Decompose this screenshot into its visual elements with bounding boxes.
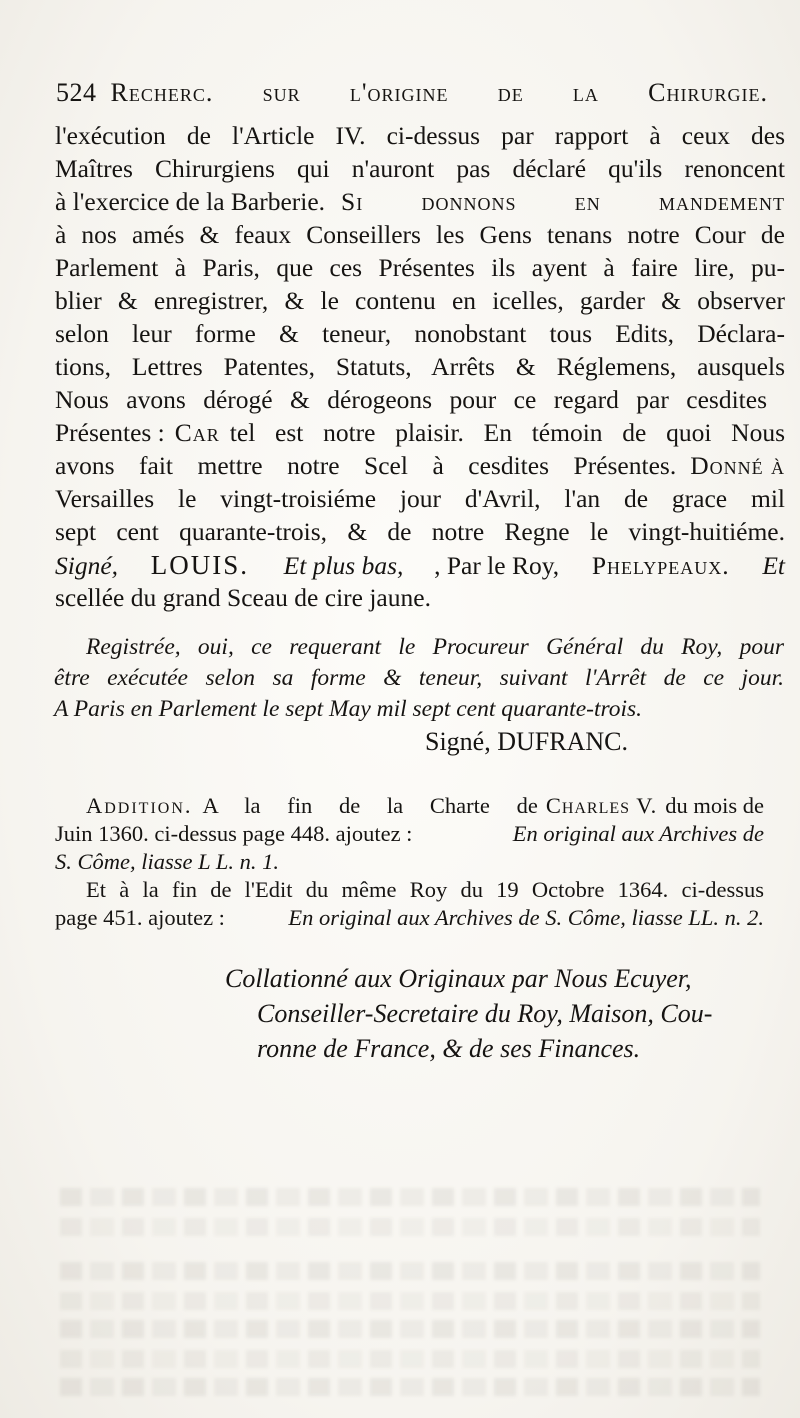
addition-line: [55, 904, 764, 932]
body-line: [55, 549, 785, 582]
body-line: blier & enregistrer, & le contenu en icelles, garder & observer: [55, 286, 785, 315]
page-number: 524: [56, 78, 97, 107]
body-line: Parlement à Paris, que ces Présentes ils ayent à faire lire, pu-: [55, 253, 785, 282]
louis-text: LOUIS.: [150, 550, 249, 580]
body-line: Maîtres Chirurgiens qui n'auront pas déclaré qu'ils renoncent: [55, 154, 785, 183]
donne-text: Donné à: [690, 451, 785, 480]
body-line: selon leur forme & teneur, nonobstant tous Edits, Déclara-: [55, 319, 785, 348]
addition-text: A la fin de la Charte de: [202, 793, 538, 818]
body-line: l'exécution de l'Article IV. ci-dessus par rapport à ceux des: [55, 121, 785, 150]
dufranc-signature: Signé, DUFRANC.: [425, 727, 628, 756]
body-text: Présentes :: [55, 418, 165, 447]
body-text: tel est notre plaisir. En témoin de quoi Nous: [229, 418, 785, 447]
body-line: à nos amés & feaux Conseillers les Gens tenans notre Cour de: [55, 220, 785, 249]
show-through: [60, 1378, 760, 1396]
et-plus-bas-text: Et plus bas,: [283, 551, 404, 580]
body-text: , Par le Roy,: [434, 551, 560, 580]
running-header: [56, 78, 768, 108]
collation-line: Conseiller-Secretaire du Roy, Maison, Cou-: [257, 999, 713, 1028]
running-title: Recherc. sur l'origine de la Chirurgie.: [110, 78, 768, 107]
body-text: avons fait mettre notre Scel à cesdites Présentes.: [55, 451, 677, 480]
body-line: Nous avons dérogé & dérogeons pour ce regard par cesdites: [55, 385, 767, 414]
show-through: [60, 1218, 760, 1236]
addition-text: du mois de: [665, 793, 764, 818]
phelypeaux-text: Phelypeaux.: [591, 551, 730, 580]
registration-line: A Paris en Parlement le sept May mil sept cent quarante-trois.: [54, 696, 643, 722]
body-line: Versailles le vingt-troisiéme jour d'Avril, l'an de grace mil: [55, 484, 785, 513]
addition-line: S. Côme, liasse L L. n. 1.: [55, 849, 279, 874]
body-line: [55, 450, 785, 482]
collation-line: Collationné aux Originaux par Nous Ecuyer,: [225, 964, 692, 993]
body-line: scellée du grand Sceau de cire jaune.: [55, 583, 431, 612]
signe-text: Signé,: [55, 551, 119, 580]
show-through: [60, 1350, 760, 1368]
addition-line: [86, 792, 764, 820]
body-line: [55, 417, 785, 449]
registration-line: Registrée, oui, ce requerant le Procureur Général du Roy, pour: [86, 634, 784, 660]
et-text: Et: [762, 551, 785, 580]
addition-italic: En original aux Archives de: [512, 821, 764, 846]
registration-line: être exécutée selon sa forme & teneur, suivant l'Arrêt de ce jour.: [54, 665, 784, 691]
addition-label: Addition.: [86, 793, 193, 818]
body-text: à l'exercice de la Barberie.: [55, 187, 326, 216]
show-through: [60, 1292, 760, 1310]
show-through: [60, 1188, 760, 1206]
addition-italic: En original aux Archives de S. Côme, liasse LL. n. 2.: [288, 905, 764, 930]
addition-line: [55, 820, 764, 848]
car-text: Car: [174, 418, 220, 447]
show-through: [60, 1320, 760, 1338]
body-line: sept cent quarante-trois, & de notre Regne le vingt-huitiéme.: [55, 517, 785, 546]
body-line: tions, Lettres Patentes, Statuts, Arrêts & Réglemens, ausquels: [55, 352, 785, 381]
addition-text: Juin 1360. ci-dessus page 448. ajoutez :: [55, 821, 413, 846]
charles-text: Charles V.: [545, 793, 658, 818]
addition-line: Et à la fin de l'Edit du même Roy du 19 Octobre 1364. ci-dessus: [86, 877, 764, 902]
show-through: [60, 1262, 760, 1280]
si-donnons-text: Si donnons en mandement: [341, 187, 785, 216]
body-line: [55, 186, 785, 218]
addition-text: page 451. ajoutez :: [55, 905, 225, 930]
collation-line: ronne de France, & de ses Finances.: [257, 1034, 641, 1063]
